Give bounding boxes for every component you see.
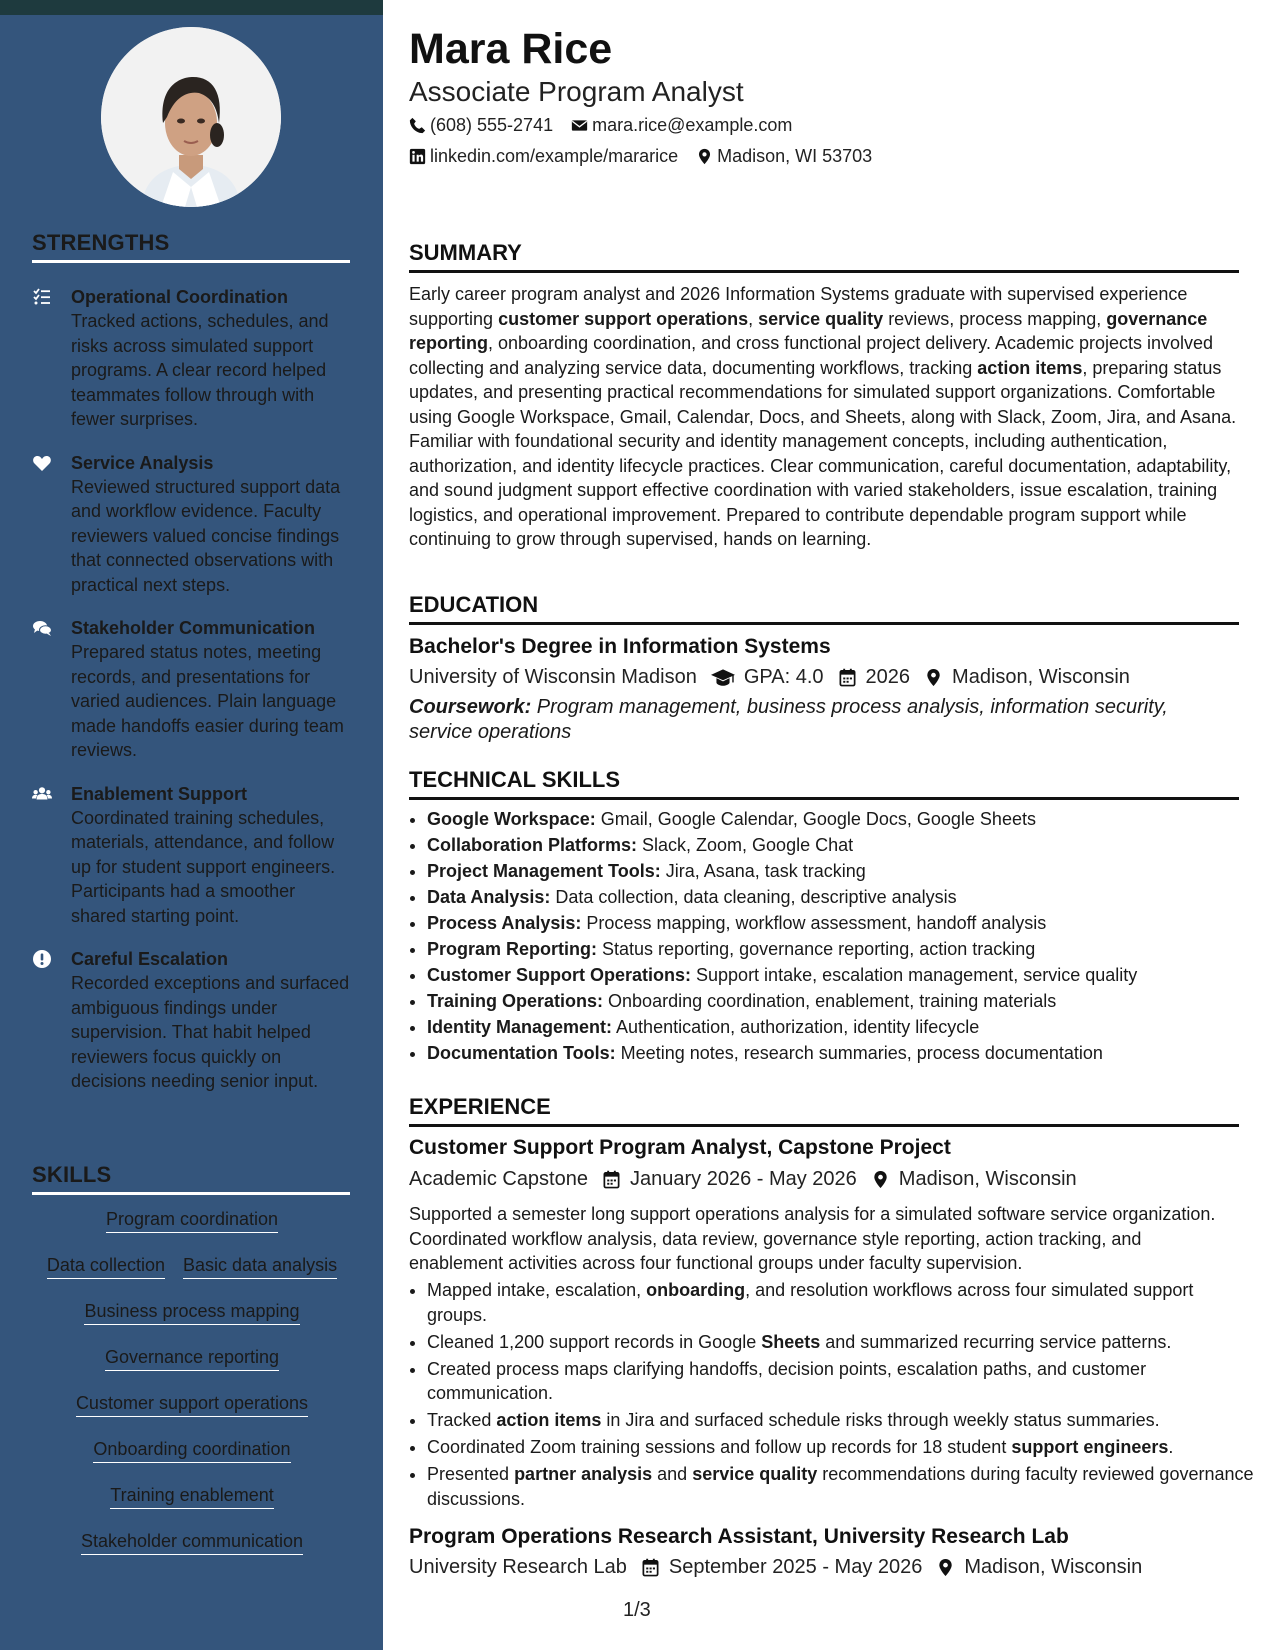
job-bullet — [427, 1357, 1257, 1406]
text-segment: , and resolution workflows across four simulated support groups. — [427, 1280, 1194, 1325]
text-segment: , preparing status updates, and presenting practical recommendations for simulated support organizations. Comfortable using Google Workspace, Gmail, Calendar, Docs, and Sheets, along with Slack, Zoom, Jira, and Asana. Familiar with foundational security and identity management concepts, including authentication, authorization, and identity lifecycle practices. Clear communication, careful documentation, adaptability, and sound judgment support effective coordination with varied stakeholders, issue escalation, training logistics, and operational improvement. Prepared to contribute dependable program support while continuing to grow through supervised, hands on learning. — [409, 357, 1237, 549]
degree-title: Bachelor's Degree in Information Systems — [409, 635, 831, 658]
summary-text — [409, 282, 1239, 552]
technical-skills-list — [409, 807, 1257, 1067]
strength-title: Careful Escalation — [71, 949, 229, 969]
coursework-label: Coursework: — [409, 696, 532, 718]
linkedin-text: linkedin.com/example/mararice — [430, 146, 679, 166]
users-icon — [32, 784, 54, 804]
emphasis-text: service quality — [692, 1464, 818, 1484]
education-meta — [409, 664, 1144, 690]
skill-values: Gmail, Google Calendar, Google Docs, Google Sheets — [595, 809, 1036, 829]
technical-skill-item — [427, 937, 1257, 962]
sidebar-top-band — [0, 0, 383, 15]
skill-row — [32, 1484, 352, 1509]
skill-row — [32, 1438, 352, 1463]
skill-category: Training Operations: — [427, 991, 604, 1011]
strength-title: Enablement Support — [71, 783, 248, 804]
strength-title: Service Analysis — [71, 452, 214, 473]
emphasis-text: Sheets — [761, 1331, 821, 1352]
strength-desc: Recorded exceptions and surfaced ambiguous findings under supervision. That habit helped reviewers focus quickly on decisions needing senior input. — [71, 973, 350, 1091]
strength-item — [32, 285, 352, 432]
skill-category: Process Analysis: — [427, 913, 582, 933]
contact-row — [409, 144, 872, 168]
page-indicator: 1/3 — [623, 1599, 651, 1621]
technical-skill-item — [427, 1041, 1257, 1066]
strength-desc: Coordinated training schedules, materials, attendance, and follow up for student support engineers. Participants had a smoother shared starting point. — [71, 807, 336, 926]
job-location: Madison, Wisconsin — [898, 1168, 1077, 1190]
job-dates: September 2025 - May 2026 — [668, 1556, 923, 1578]
job-title: Customer Support Program Analyst, Capstone Project — [409, 1136, 951, 1159]
phone-text: (608) 555-2741 — [430, 115, 554, 135]
skills-list — [32, 1208, 352, 1576]
year-item — [838, 664, 911, 690]
emphasis-text: support engineers — [1011, 1437, 1169, 1457]
text-segment: , onboarding coordination, and cross functional project delivery. Academic projects involved collecting and analyzing service data, documenting workflows, tracking — [409, 333, 1214, 378]
skill-tag: Training enablement — [110, 1484, 273, 1509]
skill-category: Identity Management: — [427, 1017, 613, 1037]
job-org: University Research Lab — [409, 1556, 627, 1578]
skill-row — [32, 1392, 352, 1417]
skill-category: Customer Support Operations: — [427, 965, 692, 985]
emphasis-text: partner analysis — [514, 1464, 653, 1484]
phone-contact[interactable] — [409, 113, 553, 137]
skill-values: Support intake, escalation management, service quality — [691, 965, 1138, 985]
skill-values: Authentication, authorization, identity lifecycle — [612, 1017, 980, 1037]
skill-tag: Business process mapping — [84, 1300, 299, 1325]
strength-title: Stakeholder Communication — [71, 618, 316, 638]
job-location-item — [871, 1166, 1077, 1192]
calendar-icon — [602, 1170, 630, 1189]
text-segment: , — [748, 308, 759, 329]
contact-row — [409, 113, 792, 137]
text-segment: . — [1168, 1437, 1174, 1457]
skill-category: Documentation Tools: — [427, 1043, 616, 1063]
education-heading: EDUCATION — [409, 591, 1239, 625]
email-contact[interactable] — [571, 113, 792, 137]
skill-row — [32, 1254, 352, 1279]
strength-item — [32, 616, 352, 763]
comments-icon — [32, 618, 54, 638]
summary-heading: SUMMARY — [409, 239, 1239, 273]
skill-row — [32, 1530, 352, 1555]
exclamation-circle-icon — [32, 949, 54, 969]
map-pin-icon — [871, 1170, 899, 1189]
education-location — [924, 664, 1130, 690]
strength-item — [32, 947, 352, 1094]
school-name: University of Wisconsin Madison — [409, 666, 697, 688]
strength-desc: Reviewed structured support data and workflow evidence. Faculty reviewers valued concise findings that connected observations with practical next steps. — [71, 476, 341, 595]
emphasis-text: action items — [496, 1410, 602, 1430]
job-bullet — [427, 1408, 1257, 1433]
skills-heading: SKILLS — [32, 1162, 350, 1195]
envelope-icon — [571, 117, 588, 134]
job-bullet — [427, 1330, 1257, 1355]
portrait-illustration — [101, 27, 281, 207]
linkedin-icon — [409, 148, 426, 165]
technical-skill-item — [427, 989, 1257, 1014]
technical-skill-item — [427, 859, 1257, 884]
job-bullet — [427, 1435, 1257, 1460]
skill-category: Program Reporting: — [427, 939, 598, 959]
coursework — [409, 695, 1209, 745]
technical-skills-heading: TECHNICAL SKILLS — [409, 766, 1239, 800]
skill-values: Meeting notes, research summaries, process documentation — [615, 1043, 1103, 1063]
skill-values: Slack, Zoom, Google Chat — [637, 835, 854, 855]
location-text: Madison, WI 53703 — [717, 146, 873, 166]
strength-item — [32, 451, 352, 598]
technical-skill-item — [427, 885, 1257, 910]
job-location-item — [936, 1554, 1142, 1580]
text-segment: Cleaned 1,200 support records in Google — [427, 1331, 762, 1352]
skill-tag: Governance reporting — [105, 1346, 279, 1371]
text-segment: recommendations during faculty reviewed governance discussions. — [427, 1464, 1254, 1509]
skill-tag: Customer support operations — [76, 1392, 308, 1417]
skill-tag: Basic data analysis — [183, 1254, 337, 1279]
skill-tag: Onboarding coordination — [93, 1438, 290, 1463]
emphasis-text: action items — [977, 357, 1083, 378]
skill-row — [32, 1300, 352, 1325]
checklist-icon — [32, 287, 54, 307]
candidate-name: Mara Rice — [409, 25, 613, 73]
phone-icon — [409, 117, 426, 134]
skill-category: Project Management Tools: — [427, 861, 661, 881]
skill-tag: Stakeholder communication — [81, 1530, 303, 1555]
skill-row — [32, 1208, 352, 1233]
gpa-item — [711, 664, 824, 690]
emphasis-text: governance reporting — [409, 308, 1208, 353]
skill-values: Data collection, data cleaning, descriptive analysis — [550, 887, 957, 907]
graduation-year: 2026 — [865, 666, 911, 688]
skill-values: Status reporting, governance reporting, action tracking — [597, 939, 1036, 959]
text-segment: reviews, process mapping, — [883, 308, 1107, 329]
location-contact — [696, 144, 872, 168]
profile-photo — [101, 27, 281, 207]
job-bullet — [427, 1278, 1257, 1327]
coursework-text: Program management, business process analysis, information security, service operations — [409, 696, 1168, 743]
job-dates-item — [641, 1554, 923, 1580]
technical-skill-item — [427, 911, 1257, 936]
text-segment: and summarized recurring service patterns. — [820, 1331, 1172, 1352]
education-location-text: Madison, Wisconsin — [952, 666, 1130, 688]
emphasis-text: onboarding — [646, 1280, 746, 1300]
technical-skill-item — [427, 807, 1257, 832]
skill-category: Collaboration Platforms: — [427, 835, 638, 855]
gpa-text: GPA: 4.0 — [743, 666, 824, 688]
emphasis-text: service quality — [758, 308, 884, 329]
technical-skill-item — [427, 963, 1257, 988]
calendar-icon — [641, 1558, 669, 1577]
email-text: mara.rice@example.com — [592, 115, 793, 135]
skill-values: Process mapping, workflow assessment, handoff analysis — [581, 913, 1047, 933]
job-bullet — [427, 1462, 1257, 1511]
job-dates: January 2026 - May 2026 — [629, 1168, 857, 1190]
skill-values: Jira, Asana, task tracking — [660, 861, 866, 881]
job-summary: Supported a semester long support operations analysis for a simulated software service organization. Coordinated workflow analysis, data review, governance style reporting, action tracking, and enablement activities across four functional groups under faculty supervision. — [409, 1204, 1216, 1273]
job-bullets — [409, 1278, 1257, 1514]
emphasis-text: customer support operations — [498, 308, 749, 329]
candidate-role: Associate Program Analyst — [409, 76, 744, 107]
map-pin-icon — [936, 1558, 964, 1577]
text-segment: Early career program analyst and 2026 Information Systems graduate with supervised experience supporting — [409, 284, 1188, 329]
technical-skill-item — [427, 1015, 1257, 1040]
skill-category: Data Analysis: — [427, 887, 551, 907]
job-location: Madison, Wisconsin — [964, 1556, 1143, 1578]
skill-tag: Data collection — [47, 1254, 165, 1279]
strengths-list — [32, 285, 352, 1113]
text-segment: Created process maps clarifying handoffs, decision points, escalation paths, and customer communication. — [427, 1358, 1147, 1403]
map-pin-icon — [696, 148, 713, 165]
text-segment: Presented — [427, 1464, 515, 1484]
job-title: Program Operations Research Assistant, University Research Lab — [409, 1525, 1069, 1548]
strengths-heading: STRENGTHS — [32, 230, 350, 263]
strength-item — [32, 782, 352, 929]
skill-row — [32, 1346, 352, 1371]
skill-values: Onboarding coordination, enablement, training materials — [603, 991, 1057, 1011]
skill-category: Google Workspace: — [427, 809, 596, 829]
skill-tag: Program coordination — [106, 1208, 278, 1233]
strength-title: Operational Coordination — [71, 287, 289, 307]
text-segment: in Jira and surfaced schedule risks through weekly status summaries. — [601, 1410, 1160, 1430]
map-pin-icon — [924, 668, 952, 687]
heart-icon — [32, 453, 54, 473]
linkedin-contact[interactable] — [409, 144, 678, 168]
technical-skill-item — [427, 833, 1257, 858]
strength-desc: Tracked actions, schedules, and risks across simulated support programs. A clear record helped teammates follow through with fewer surprises. — [71, 311, 329, 429]
job-dates-item — [602, 1166, 857, 1192]
text-segment: Mapped intake, escalation, — [427, 1280, 647, 1300]
job-meta — [409, 1554, 1156, 1580]
text-segment: and — [652, 1464, 693, 1484]
calendar-icon — [838, 668, 866, 687]
text-segment: Coordinated Zoom training sessions and follow up records for 18 student — [427, 1437, 1012, 1457]
experience-heading: EXPERIENCE — [409, 1093, 1239, 1127]
job-meta — [409, 1166, 1091, 1192]
strength-desc: Prepared status notes, meeting records, and presentations for varied audiences. Plain language made handoffs easier during team reviews. — [71, 642, 344, 760]
text-segment: Tracked — [427, 1410, 497, 1430]
job-org: Academic Capstone — [409, 1168, 588, 1190]
graduation-cap-icon — [711, 667, 744, 687]
